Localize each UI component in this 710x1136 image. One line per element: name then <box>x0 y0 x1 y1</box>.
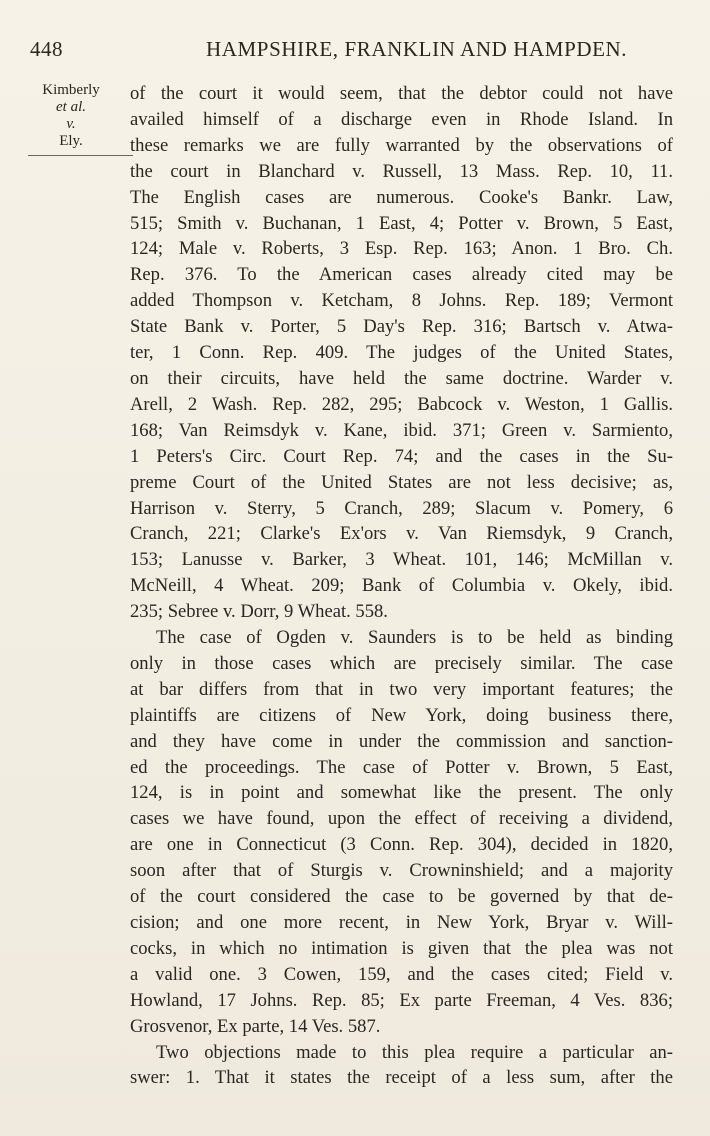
text-line: preme Court of the United States are not less decisive; as, <box>130 471 673 493</box>
text-line: a valid one. 3 Cowen, 159, and the cases cited; Field v. <box>130 963 673 985</box>
body-text <box>130 81 673 1091</box>
running-head: HAMPSHIRE, FRANKLIN AND HAMPDEN. <box>206 37 628 61</box>
text-line: 124; Male v. Roberts, 3 Esp. Rep. 163; Anon. 1 Bro. Ch. <box>130 238 673 260</box>
margin-note-versus: v. <box>66 116 76 132</box>
text-line: ter, 1 Conn. Rep. 409. The judges of the United States, <box>130 342 673 364</box>
text-line: The case of Ogden v. Saunders is to be held as binding <box>156 627 673 649</box>
text-line: the court in Blanchard v. Russell, 13 Mass. Rep. 10, 11. <box>130 160 673 182</box>
text-line: availed himself of a discharge even in Rhode Island. In <box>130 108 673 130</box>
page-number: 448 <box>30 37 63 61</box>
text-line: on their circuits, have held the same doctrine. Warder v. <box>130 367 673 389</box>
paragraph-3 <box>130 1040 673 1092</box>
text-line: at bar differs from that in two very important features; the <box>130 678 673 700</box>
text-line: Harrison v. Sterry, 5 Cranch, 289; Slacum v. Pomery, 6 <box>130 497 673 519</box>
text-line: McNeill, 4 Wheat. 209; Bank of Columbia v. Okely, ibid. <box>130 575 673 597</box>
text-line: of the court considered the case to be governed by that de- <box>130 886 673 908</box>
text-line: only in those cases which are precisely similar. The case <box>130 652 673 674</box>
text-line: 1 Peters's Circ. Court Rep. 74; and the cases in the Su- <box>130 445 673 467</box>
text-line: The English cases are numerous. Cooke's Bankr. Law, <box>130 186 673 208</box>
text-line: cision; and one more recent, in New York, Bryar v. Will- <box>130 912 673 933</box>
text-line: these remarks we are fully warranted by the observations of <box>130 134 673 156</box>
text-line: ed the proceedings. The case of Potter v. Brown, 5 East, <box>130 756 673 778</box>
text-line: 168; Van Reimsdyk v. Kane, ibid. 371; Green v. Sarmiento, <box>130 419 673 441</box>
text-line: plaintiffs are citizens of New York, doing business there, <box>130 704 673 726</box>
text-line: 124, is in point and somewhat like the present. The only <box>130 782 673 804</box>
text-line: of the court it would seem, that the debtor could not have <box>130 83 673 104</box>
text-line: 515; Smith v. Buchanan, 1 East, 4; Potter v. Brown, 5 East, <box>130 212 673 234</box>
text-line: 235; Sebree v. Dorr, 9 Wheat. 558. <box>130 601 388 623</box>
text-line: Rep. 376. To the American cases already cited may be <box>130 264 673 286</box>
text-line: 153; Lanusse v. Barker, 3 Wheat. 101, 146; McMillan v. <box>130 549 673 571</box>
text-line: Cranch, 221; Clarke's Ex'ors v. Van Riemsdyk, 9 Cranch, <box>130 523 673 545</box>
margin-divider <box>28 155 133 156</box>
text-line: are one in Connecticut (3 Conn. Rep. 304), decided in 1820, <box>130 834 673 856</box>
paragraph-1 <box>130 81 673 625</box>
case-margin-note <box>30 82 112 150</box>
paragraph-2 <box>130 625 673 1040</box>
text-line: and they have come in under the commission and sanction- <box>130 730 673 752</box>
page-header <box>30 37 680 67</box>
margin-note-plaintiff: Kimberly <box>42 82 100 98</box>
text-line: Arell, 2 Wash. Rep. 282, 295; Babcock v. Weston, 1 Gallis. <box>130 393 673 415</box>
text-line: cocks, in which no intimation is given that the plea was not <box>130 937 673 959</box>
text-line: State Bank v. Porter, 5 Day's Rep. 316; Bartsch v. Atwa- <box>130 316 673 338</box>
text-line: Two objections made to this plea require a particular an- <box>156 1041 673 1063</box>
text-line: Howland, 17 Johns. Rep. 85; Ex parte Freeman, 4 Ves. 836; <box>130 989 673 1011</box>
text-line: soon after that of Sturgis v. Crowninshield; and a majority <box>130 860 673 882</box>
text-line: swer: 1. That it states the receipt of a less sum, after the <box>130 1067 673 1089</box>
margin-note-et-al: et al. <box>56 99 86 115</box>
text-line: Grosvenor, Ex parte, 14 Ves. 587. <box>130 1015 381 1037</box>
text-line: added Thompson v. Ketcham, 8 Johns. Rep. 189; Vermont <box>130 290 673 312</box>
text-line: cases we have found, upon the effect of receiving a dividend, <box>130 808 673 830</box>
margin-note-defendant: Ely. <box>59 133 83 149</box>
